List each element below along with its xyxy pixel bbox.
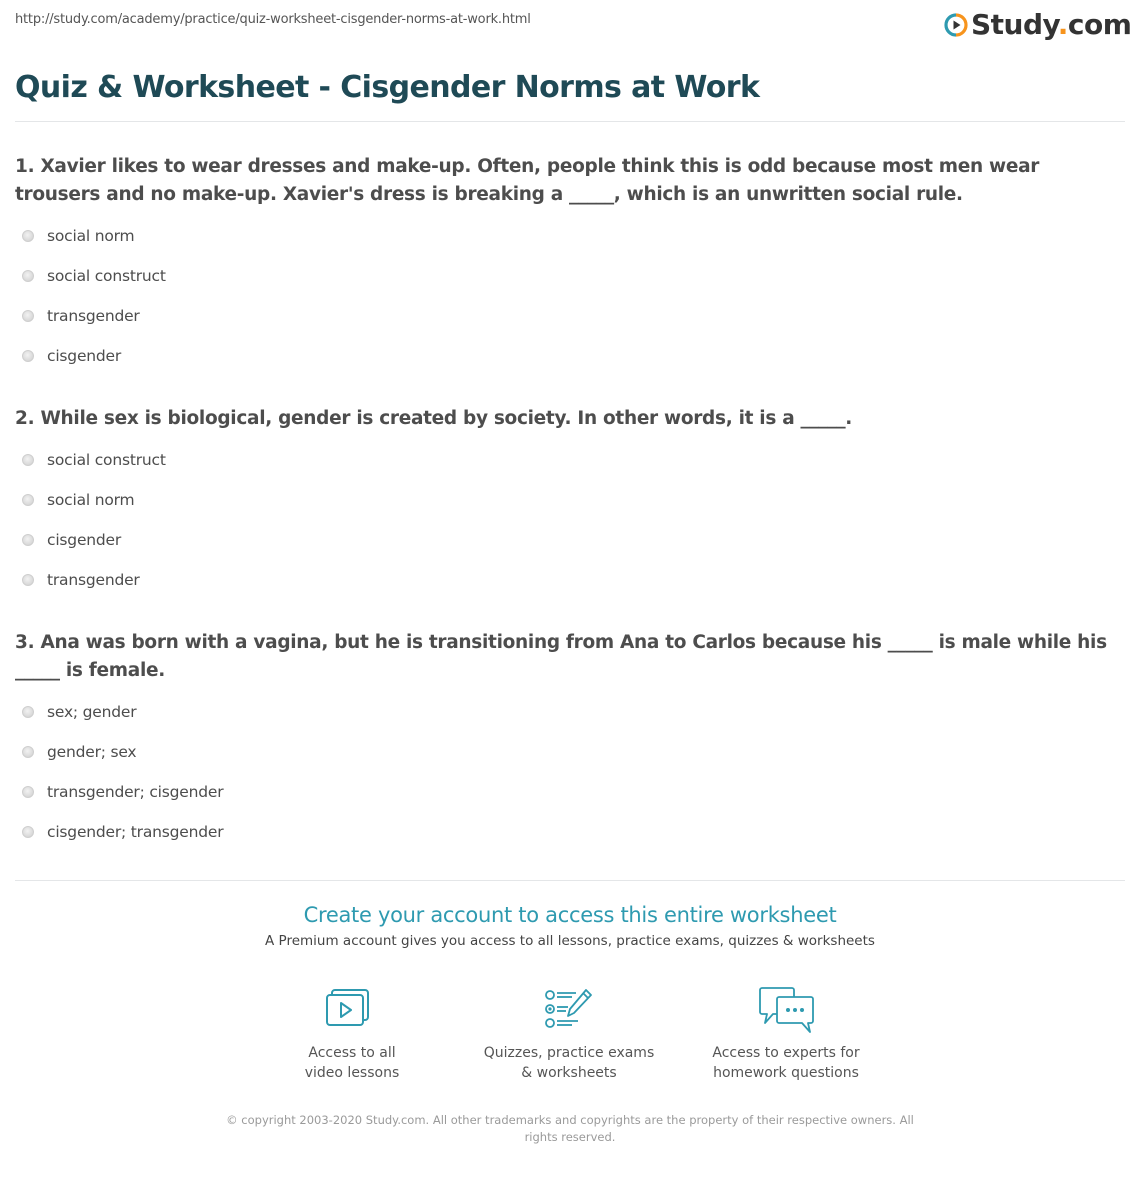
copyright-notice: © copyright 2003-2020 Study.com. All other trademarks and copyrights are the property of their respective owners. All rights reserved. (226, 1113, 914, 1144)
page-title: Quiz & Worksheet - Cisgender Norms at Work (15, 70, 760, 105)
answer-option[interactable] (22, 256, 166, 296)
page-url: http://study.com/academy/practice/quiz-worksheet-cisgender-norms-at-work.html (15, 12, 531, 27)
chat-bubbles-icon (753, 985, 819, 1035)
answer-option[interactable] (22, 772, 223, 812)
feature-line-2: homework questions (713, 1065, 859, 1081)
answer-option[interactable] (22, 296, 166, 336)
radio-button[interactable] (22, 454, 34, 466)
radio-button[interactable] (22, 746, 34, 758)
radio-button[interactable] (22, 534, 34, 546)
radio-button[interactable] (22, 786, 34, 798)
answer-option[interactable] (22, 336, 166, 376)
answer-option[interactable] (22, 520, 166, 560)
option-label: sex; gender (47, 703, 137, 721)
question-2-options (22, 440, 166, 600)
option-label: transgender (47, 571, 140, 589)
radio-button[interactable] (22, 494, 34, 506)
option-label: social norm (47, 491, 135, 509)
logo-com: com (1067, 8, 1132, 41)
radio-button[interactable] (22, 270, 34, 282)
radio-button[interactable] (22, 706, 34, 718)
feature-line-1: Access to experts for (712, 1045, 860, 1061)
feature-line-2: & worksheets (521, 1065, 617, 1081)
answer-option[interactable] (22, 480, 166, 520)
option-label: transgender (47, 307, 140, 325)
question-1-text: 1. Xavier likes to wear dresses and make-up. Often, people think this is odd because most men wear trousers and no make-up. Xavier's dress is breaking a _____, which is an unwritten social rule. (15, 156, 1040, 205)
logo-dot: . (1057, 8, 1068, 41)
feature-experts (686, 985, 886, 1083)
play-circle-logo-icon (944, 13, 968, 37)
option-label: cisgender; transgender (47, 823, 224, 841)
study-logo[interactable] (944, 8, 1131, 42)
radio-button[interactable] (22, 310, 34, 322)
question-3-text: 3. Ana was born with a vagina, but he is transitioning from Ana to Carlos because his _____ is male while his _____ is female. (15, 632, 1107, 681)
premium-description: A Premium account gives you access to all lessons, practice exams, quizzes & worksheets (265, 933, 875, 949)
option-label: social construct (47, 451, 166, 469)
feature-line-1: Quizzes, practice exams (483, 1045, 655, 1061)
option-label: social construct (47, 267, 166, 285)
create-account-link[interactable]: Create your account to access this entire worksheet (303, 903, 837, 927)
logo-name: Study (971, 8, 1058, 41)
answer-option[interactable] (22, 812, 223, 852)
radio-button[interactable] (22, 574, 34, 586)
answer-option[interactable] (22, 560, 166, 600)
questions-divider (15, 880, 1125, 881)
radio-button[interactable] (22, 826, 34, 838)
radio-button[interactable] (22, 230, 34, 242)
option-label: cisgender (47, 531, 122, 549)
answer-option[interactable] (22, 732, 223, 772)
option-label: transgender; cisgender (47, 783, 224, 801)
answer-option[interactable] (22, 692, 223, 732)
feature-line-2: video lessons (304, 1065, 400, 1081)
question-3-options (22, 692, 223, 852)
answer-option[interactable] (22, 440, 166, 480)
feature-line-1: Access to all (308, 1045, 396, 1061)
option-label: social norm (47, 227, 135, 245)
feature-video-lessons (252, 985, 452, 1083)
option-label: cisgender (47, 347, 122, 365)
video-lessons-icon (319, 985, 385, 1035)
question-2-text: 2. While sex is biological, gender is created by society. In other words, it is a _____. (15, 408, 852, 429)
answer-option[interactable] (22, 216, 166, 256)
question-1-options (22, 216, 166, 376)
option-label: gender; sex (47, 743, 137, 761)
title-divider (15, 121, 1125, 122)
quiz-checklist-icon (536, 985, 602, 1035)
feature-quizzes (469, 985, 669, 1083)
radio-button[interactable] (22, 350, 34, 362)
